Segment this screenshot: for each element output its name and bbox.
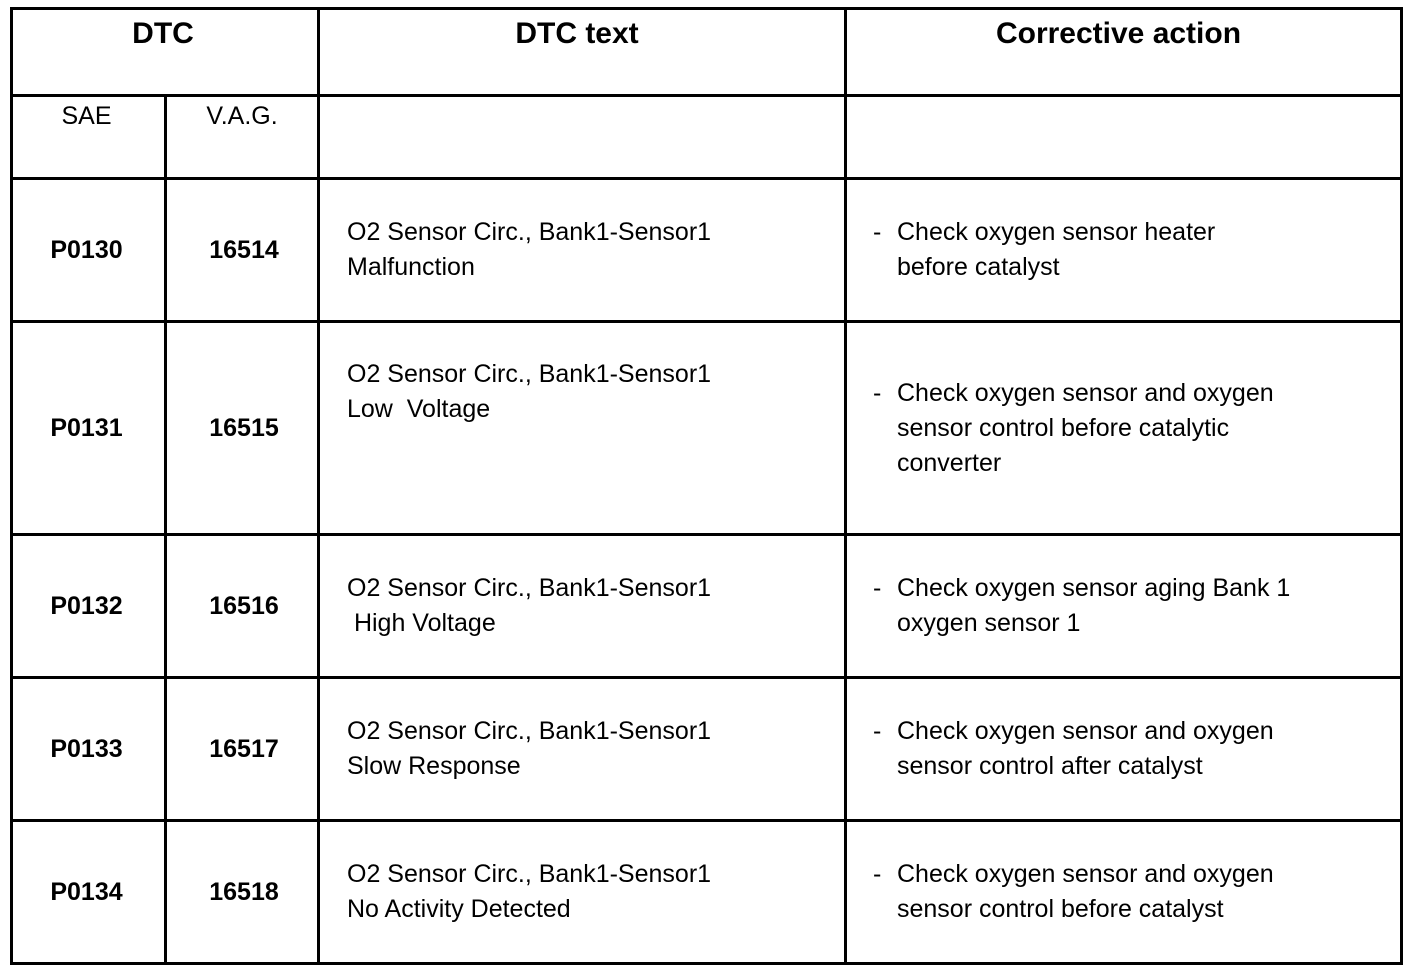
sae-code-cell: P0131 xyxy=(12,322,166,535)
table-row xyxy=(12,179,1402,322)
action-bullet: - xyxy=(873,860,882,888)
dtc-text-line2: Malfunction xyxy=(347,253,475,281)
dtc-text-cell xyxy=(319,678,846,821)
dtc-text-line2: No Activity Detected xyxy=(347,895,571,923)
action-text: Check oxygen sensor and oxygen sensor control before catalytic converter xyxy=(897,378,1274,477)
vag-code-cell: 16517 xyxy=(166,678,319,821)
corrective-action-cell xyxy=(846,535,1402,678)
dtc-text-line1: O2 Sensor Circ., Bank1-Sensor1 xyxy=(347,860,712,888)
dtc-text-line2: High Voltage xyxy=(347,609,496,637)
dtc-text-line1: O2 Sensor Circ., Bank1-Sensor1 xyxy=(347,218,712,246)
table-row xyxy=(12,322,1402,535)
action-bullet: - xyxy=(873,574,882,602)
corrective-action-cell xyxy=(846,179,1402,322)
action-text: Check oxygen sensor aging Bank 1 oxygen sensor 1 xyxy=(897,574,1291,637)
dtc-text-subheader-empty xyxy=(319,96,846,179)
corrective-action-header: Corrective action xyxy=(846,9,1402,96)
dtc-text-cell xyxy=(319,821,846,964)
action-bullet: - xyxy=(873,218,882,246)
dtc-text-header: DTC text xyxy=(319,9,846,96)
sae-subheader: SAE xyxy=(12,96,166,179)
action-bullet: - xyxy=(873,378,882,407)
sae-code-cell: P0133 xyxy=(12,678,166,821)
header-row xyxy=(12,9,1402,96)
vag-subheader: V.A.G. xyxy=(166,96,319,179)
action-bullet: - xyxy=(873,717,882,745)
corrective-action-subheader-empty xyxy=(846,96,1402,179)
dtc-text-line2: Low Voltage xyxy=(347,395,491,423)
dtc-text-line1: O2 Sensor Circ., Bank1-Sensor1 xyxy=(347,574,712,602)
dtc-text-line2: Slow Response xyxy=(347,752,521,780)
dtc-text-cell xyxy=(319,179,846,322)
dtc-text-line1: O2 Sensor Circ., Bank1-Sensor1 xyxy=(347,717,712,745)
table-row xyxy=(12,821,1402,964)
corrective-action-cell xyxy=(846,821,1402,964)
sae-code-cell: P0130 xyxy=(12,179,166,322)
dtc-text-cell xyxy=(319,535,846,678)
corrective-action-cell xyxy=(846,678,1402,821)
subheader-row xyxy=(12,96,1402,179)
corrective-action-cell xyxy=(846,322,1402,535)
dtc-table xyxy=(10,7,1403,965)
dtc-text-cell xyxy=(319,322,846,535)
vag-code-cell: 16514 xyxy=(166,179,319,322)
dtc-header: DTC xyxy=(12,9,319,96)
vag-code-cell: 16518 xyxy=(166,821,319,964)
action-text: Check oxygen sensor and oxygen sensor control after catalyst xyxy=(897,717,1274,780)
table-row xyxy=(12,678,1402,821)
action-text: Check oxygen sensor and oxygen sensor control before catalyst xyxy=(897,860,1274,923)
action-text: Check oxygen sensor heater before catalyst xyxy=(897,218,1216,281)
vag-code-cell: 16516 xyxy=(166,535,319,678)
table-row xyxy=(12,535,1402,678)
vag-code-cell: 16515 xyxy=(166,322,319,535)
sae-code-cell: P0132 xyxy=(12,535,166,678)
sae-code-cell: P0134 xyxy=(12,821,166,964)
dtc-text-line1: O2 Sensor Circ., Bank1-Sensor1 xyxy=(347,360,712,388)
